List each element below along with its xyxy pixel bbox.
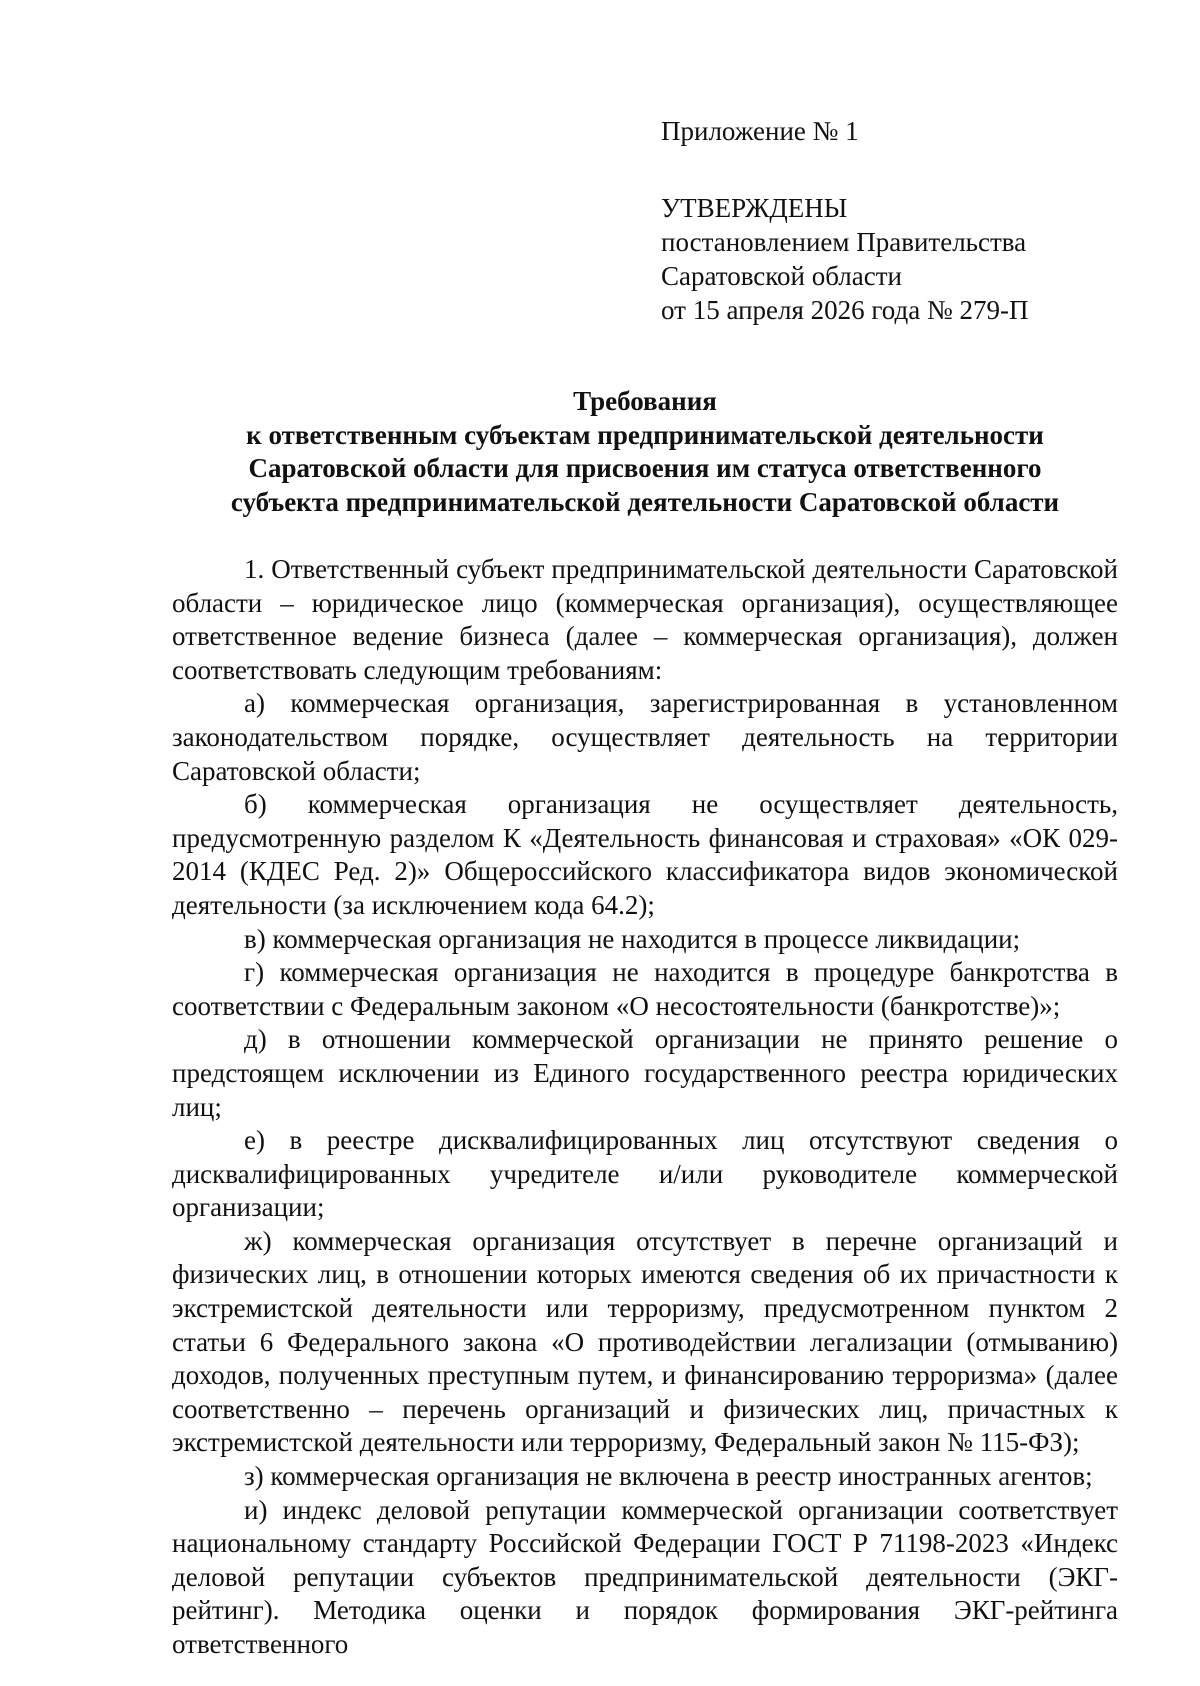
paragraph-item-a: а) коммерческая организация, зарегистрированная в установленном законодательством порядке, осуществляет деятельность на территории Саратовской области; [172,688,1118,786]
approved-by-line-2: Саратовской области [661,261,902,291]
document-body [172,553,1118,1662]
paragraph-item-d: д) в отношении коммерческой организации не принято решение о предстоящем исключении из Единого государственного реестра юридических лиц; [172,1024,1118,1122]
paragraph-item-e: е) в реестре дисквалифицированных лиц отсутствуют сведения о дисквалифицированных учредителе и/или руководителе коммерческой организации; [172,1125,1118,1223]
approval-date-line: от 15 апреля 2026 года № 279-П [661,295,1029,325]
annex-number: Приложение № 1 [661,116,859,146]
title-line-1: Требования [573,386,717,416]
approval-block [661,114,1141,327]
paragraph-item-b: б) коммерческая организация не осуществляет деятельность, предусмотренную разделом К «Деятельность финансовая и страховая» «ОК 029-2014 (КДЕС Ред. 2)» Общероссийского классификатора видов экономической деятельности (за исключением кода 64.2); [172,789,1118,920]
approved-heading: УТВЕРЖДЕНЫ [661,193,848,223]
paragraph-item-z: з) коммерческая организация не включена в реестр иностранных агентов; [244,1461,1093,1492]
paragraph-item-g: г) коммерческая организация не находится в процедуре банкротства в соответствии с Федеральным законом «О несостоятельности (банкротстве)»; [172,957,1118,1021]
title-line-3: Саратовской области для присвоения им статуса ответственного [248,453,1042,483]
paragraph-item-v: в) коммерческая организация не находится в процессе ликвидации; [244,923,1021,954]
paragraph-item-zh: ж) коммерческая организация отсутствует в перечне организаций и физических лиц, в отношении которых имеются сведения об их причастности к экстремистской деятельности или терроризму, предусмотренном пунктом 2 статьи 6 Федерального закона «О противодействии легализации (отмыванию) доходов, полученных преступным путем, и финансированию терроризма» (далее соответственно – перечень организаций и физических лиц, причастных к экстремистской деятельности или терроризму, Федеральный закон № 115-ФЗ); [172,1225,1118,1458]
paragraph-1: 1. Ответственный субъект предпринимательской деятельности Саратовской области – юридическое лицо (коммерческая организация), осуществляющее ответственное ведение бизнеса (далее – коммерческая организация), должен соответствовать следующим требованиям: [172,554,1118,685]
title-line-4: субъекта предпринимательской деятельности Саратовской области [230,486,1060,517]
paragraph-item-i: и) индекс деловой репутации коммерческой организации соответствует национальному стандарту Российской Федерации ГОСТ Р 71198-2023 «Индекс деловой репутации субъектов предпринимательской деятельности (ЭКГ-рейтинг). Методика оценки и порядок формирования ЭКГ-рейтинга ответственного [172,1494,1118,1659]
document-title [150,385,1140,519]
approved-by-line-1: постановлением Правительства [661,227,1027,257]
title-line-2: к ответственным субъектам предпринимательской деятельности [246,419,1044,450]
